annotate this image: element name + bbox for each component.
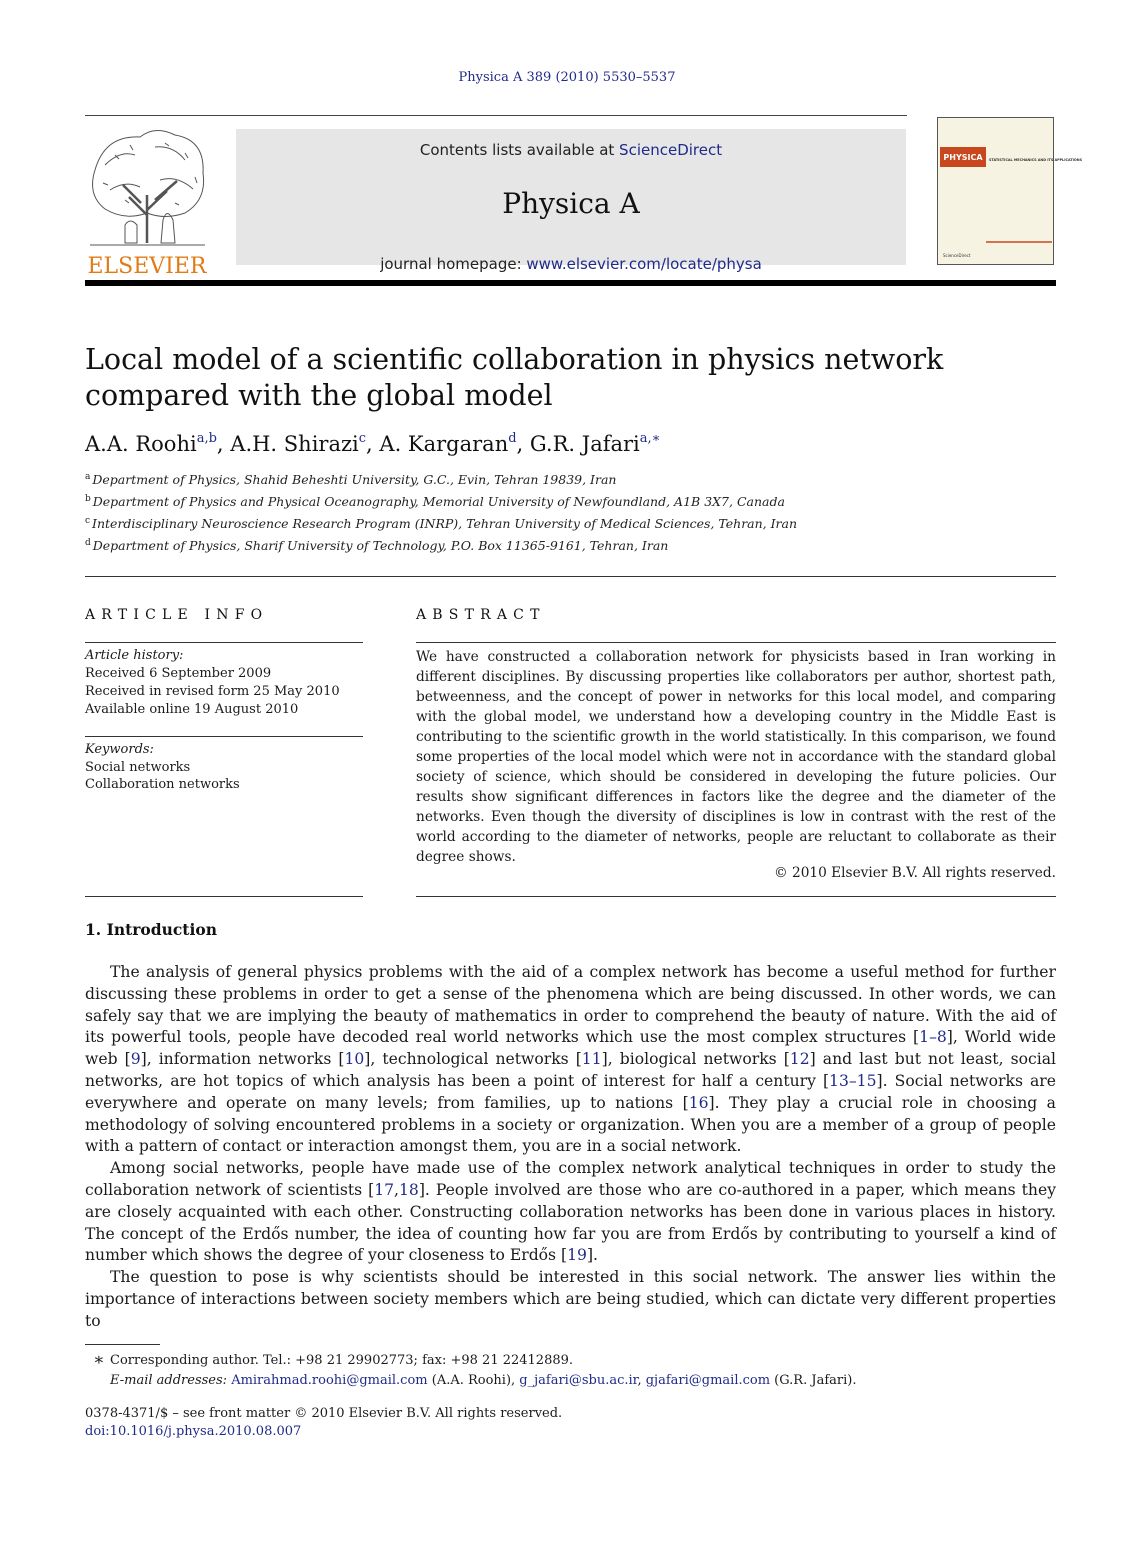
affiliation-item <box>85 494 1056 516</box>
paragraph: The analysis of general physics problems with the aid of a complex network has become a useful method for further discussing these problems in order to get a sense of the phenomena which are being discussed. In other words, we can safely say that we are implying the beauty of mathematics in order to comprehend the beauty of nature. With the aid of its powerful tools, people have decoded real world networks which use the most complex structures [1–8], World wide web [9], information networks [10], technological networks [11], biological networks [12] and last but not least, social networks, are hot topics of which analysis has been a point of interest for half a century [13–15]. Social networks are everywhere and operate on many levels; from families, up to nations [16]. They play a crucial role in choosing a methodology of solving encountered problems in a society or organization. When you are a member of a group of people with a pattern of contact or interaction amongst them, you are in a social network. <box>85 963 1057 1156</box>
introduction-body <box>85 962 1056 1333</box>
masthead-top-rule <box>85 115 907 116</box>
author-name: A.A. Roohi <box>85 432 197 456</box>
paragraph: Among social networks, people have made use of the complex network analytical techniques in order to study the collaboration network of scientists [17,18]. People involved are those who are co-authored in a paper, which means they are closely acquainted with each other. Constructing collaboration networks has been done in various places in history. The concept of the Erdős number, the idea of counting how far you are from Erdős by contributing to yourself a kind of number which shows the degree of your closeness to Erdős [19]. <box>85 1159 1057 1265</box>
author-affiliation-mark[interactable]: a,b <box>196 431 217 446</box>
history-item: Available online 19 August 2010 <box>85 702 299 717</box>
svg-text:ScienceDirect: ScienceDirect <box>943 253 971 258</box>
email-link[interactable]: gjafari@gmail.com <box>645 1372 771 1388</box>
citation-link[interactable]: 11 <box>581 1050 602 1069</box>
keyword-item: Social networks <box>85 759 191 775</box>
citation-link[interactable]: 19 <box>567 1246 587 1265</box>
affiliation-text: Department of Physics, Shahid Beheshti University, G.C., Evin, Tehran 19839, Iran <box>92 472 617 487</box>
affiliation-text: Department of Physics, Sharif University of Technology, P.O. Box 11365-9161, Tehran, Iran <box>92 538 669 553</box>
svg-text:ELSEVIER: ELSEVIER <box>87 254 207 279</box>
issn-line: 0378-4371/$ – see front matter © 2010 Elsevier B.V. All rights reserved. <box>85 1406 563 1421</box>
keywords-rule <box>85 736 363 737</box>
email-label: E-mail addresses: <box>110 1372 228 1388</box>
homepage-prefix: journal homepage: <box>380 255 527 273</box>
journal-info-box <box>236 129 906 273</box>
history-label: Article history: <box>85 648 184 663</box>
citation-link[interactable]: 17 <box>374 1180 395 1199</box>
article-info-heading: ARTICLE INFO <box>85 607 269 623</box>
contents-prefix: Contents lists available at <box>419 141 620 159</box>
abstract-text: We have constructed a collaboration network for physicists based in Iran working in different disciplines. By discussing properties like collaborators per author, shortest path, betweenness, and the concept of power in networks for this local model, and comparing with the global model, we understand how a developing country in the Middle East is contributing to the scientific growth in the world statistically. In this comparison, we found some properties of the local model which were not in accordance with the standard global society of science, which should be considered in developing the future policies. Our results show significant differences in factors like the degree and the diameter of the networks. Even though the diversity of disciplines is low in contrast with the rest of the world according to the diameter of networks, people are reluctant to collaborate as their degree shows. <box>416 649 1056 865</box>
author-affiliation-mark[interactable]: c <box>358 431 367 446</box>
journal-reference[interactable]: Physica A 389 (2010) 5530–5537 <box>458 70 676 85</box>
affiliation-item <box>85 516 1056 538</box>
doi-link[interactable]: doi:10.1016/j.physa.2010.08.007 <box>85 1424 302 1439</box>
email-addresses <box>85 1371 1056 1391</box>
corresponding-author-note: Corresponding author. Tel.: +98 21 29902773; fax: +98 21 22412889. <box>110 1353 574 1368</box>
citation-link[interactable]: 1–8 <box>919 1028 947 1047</box>
paragraph: The question to pose is why scientists should be interested in this social network. The answer lies within the importance of interactions between society members which are being studied, which can dictate very different properties to <box>85 1268 1056 1330</box>
affiliation-mark: c <box>85 516 91 526</box>
email-link[interactable]: Amirahmad.roohi@gmail.com <box>231 1372 428 1388</box>
history-item: Received in revised form 25 May 2010 <box>85 684 340 699</box>
article-title: Local model of a scientific collaboration in physics network compared with the global model <box>85 343 944 412</box>
affiliation-mark: a <box>85 472 91 482</box>
svg-text:STATISTICAL MECHANICS AND ITS: STATISTICAL MECHANICS AND ITS APPLICATIONS <box>989 158 1083 162</box>
author-name: A.H. Shirazi <box>230 432 359 456</box>
affiliation-mark: b <box>85 494 91 504</box>
affiliation-mark: d <box>85 538 91 548</box>
author-affiliation-mark[interactable]: a,∗ <box>639 431 661 446</box>
keywords <box>85 741 363 794</box>
affiliation-text: Department of Physics and Physical Oceanography, Memorial University of Newfoundland, A1B 3X7, Canada <box>92 494 785 509</box>
citation-link[interactable]: 18 <box>399 1180 419 1199</box>
journal-masthead <box>85 115 1083 279</box>
abstract-heading: ABSTRACT <box>416 607 546 623</box>
article-info-bottom-rule <box>85 896 363 897</box>
elsevier-logo <box>85 125 210 280</box>
contents-line <box>236 141 906 159</box>
affiliation-text: Interdisciplinary Neuroscience Research Program (INRP), Tehran University of Medical Sciences, Tehran, Iran <box>92 516 798 531</box>
affiliation-item <box>85 472 1056 494</box>
email-owner: (A.A. Roohi), <box>427 1372 520 1388</box>
footnote-star: ∗ <box>93 1350 105 1370</box>
email-owner: (G.R. Jafari). <box>770 1372 857 1388</box>
citation-link[interactable]: 10 <box>344 1050 365 1069</box>
author-affiliation-mark[interactable]: d <box>508 431 517 446</box>
keyword-item: Collaboration networks <box>85 777 240 792</box>
author-list: A.A. Roohi$^{a,b}$, A.H. Shirazi$^c$, A. Kargaran$^d$, G.R. Jafari$^{a,∗}$ <box>85 431 661 456</box>
footnote-rule <box>85 1344 160 1345</box>
keywords-label: Keywords: <box>85 742 154 757</box>
abstract-rule <box>416 642 1056 643</box>
author-name: G.R. Jafari <box>529 432 640 456</box>
abstract-bottom-rule <box>416 896 1056 897</box>
journal-cover-thumbnail <box>937 117 1083 265</box>
sciencedirect-link[interactable]: ScienceDirect <box>619 141 723 159</box>
journal-name: Physica A <box>502 187 640 220</box>
section-heading-introduction: 1. Introduction <box>85 920 217 939</box>
footnote <box>85 1351 1056 1390</box>
author-name: A. Kargaran <box>379 432 509 456</box>
affiliation-item <box>85 538 1056 560</box>
homepage-line <box>236 255 906 273</box>
history-item: Received 6 September 2009 <box>85 666 272 681</box>
article-history <box>85 647 363 719</box>
abstract-copyright: © 2010 Elsevier B.V. All rights reserved. <box>773 865 1056 881</box>
citation-link[interactable]: 12 <box>789 1050 810 1069</box>
affiliation-list <box>85 472 1056 560</box>
citation-link[interactable]: 16 <box>688 1093 709 1112</box>
citation-link[interactable]: 9 <box>130 1050 141 1069</box>
email-separator: , <box>637 1372 646 1388</box>
journal-homepage-link[interactable]: www.elsevier.com/locate/physa <box>526 255 762 273</box>
article-info-rule <box>85 642 363 643</box>
section-divider <box>85 576 1056 577</box>
citation-link[interactable]: 13–15 <box>829 1071 877 1090</box>
email-link[interactable]: g_jafari@sbu.ac.ir <box>519 1372 638 1388</box>
masthead-bottom-bar <box>85 280 1056 286</box>
svg-text:PHYSICA: PHYSICA <box>943 153 983 162</box>
